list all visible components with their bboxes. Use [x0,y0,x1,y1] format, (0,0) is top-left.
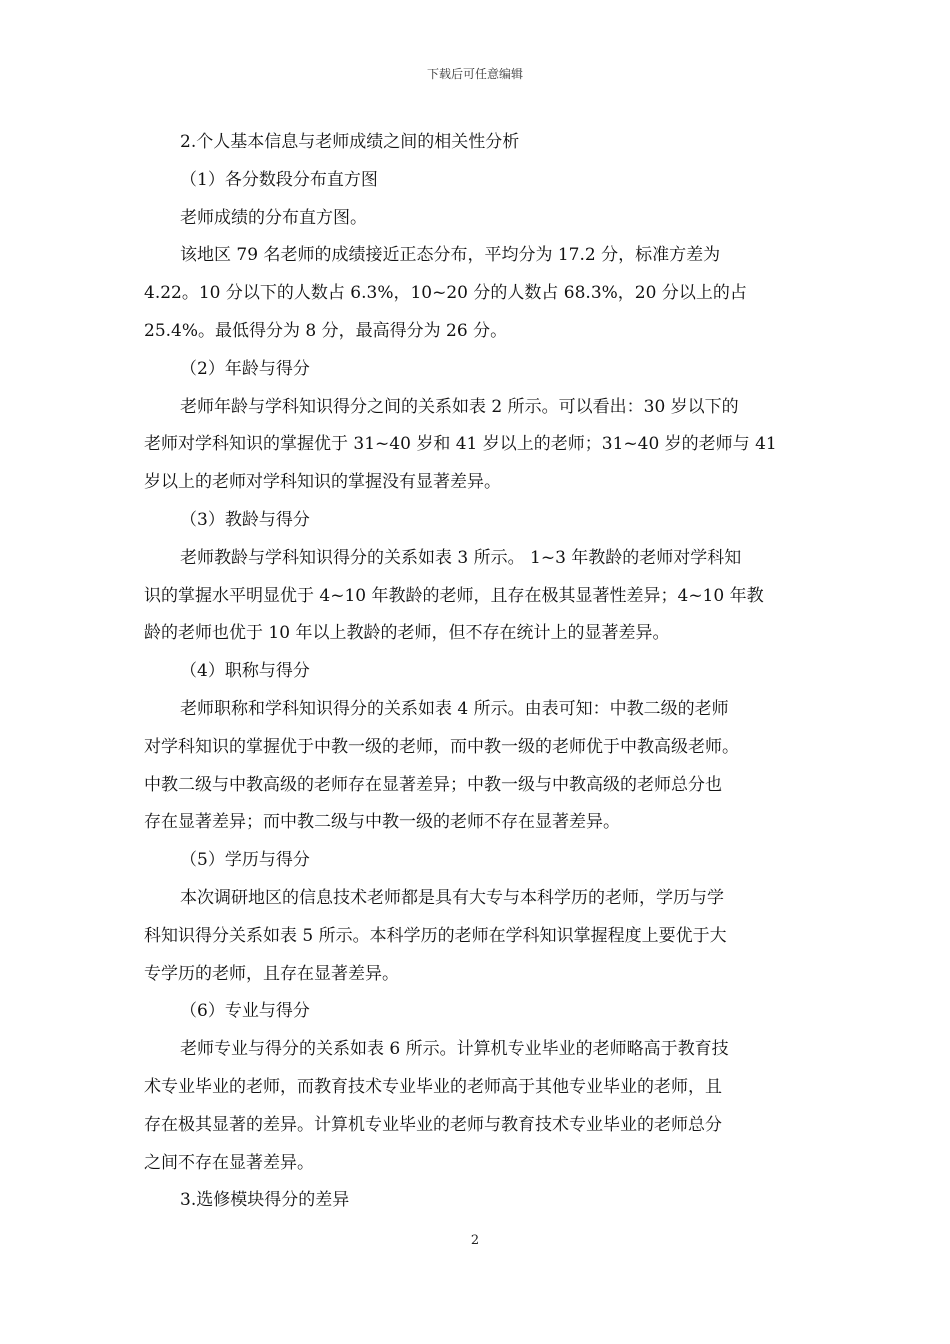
subsection-heading: （4）职称与得分 [180,661,310,682]
paragraph-line: 该地区 79 名老师的成绩接近正态分布，平均分为 17.2 分，标准方差为 [180,245,721,266]
paragraph-line: 老师成绩的分布直方图。 [180,207,367,228]
paragraph-line: 之间不存在显著差异。 [144,1152,314,1173]
paragraph-line: 老师教龄与学科知识得分的关系如表 3 所示。 1~3 年教龄的老师对学科知 [180,547,742,568]
document-body [144,124,808,1220]
paragraph-line: 专学历的老师，且存在显著差异。 [144,963,399,984]
paragraph-line: 龄的老师也优于 10 年以上教龄的老师，但不存在统计上的显著差异。 [144,623,670,644]
paragraph-line: 本次调研地区的信息技术老师都是具有大专与本科学历的老师，学历与学 [180,887,724,908]
paragraph-line: 对学科知识的掌握优于中教一级的老师，而中教一级的老师优于中教高级老师。 [144,736,739,757]
page-header: 下载后可任意编辑 [426,67,523,81]
paragraph-line: 老师专业与得分的关系如表 6 所示。计算机专业毕业的老师略高于教育技 [180,1039,729,1060]
paragraph-line: 老师对学科知识的掌握优于 31~40 岁和 41 岁以上的老师；31~40 岁的老师与 41 [144,434,777,455]
subsection-heading: （2）年龄与得分 [180,358,310,379]
paragraph-line: 科知识得分关系如表 5 所示。本科学历的老师在学科知识掌握程度上要优于大 [144,925,727,946]
section-heading: 2.个人基本信息与老师成绩之间的相关性分析 [180,132,520,152]
subsection-heading: （3）教龄与得分 [180,509,310,530]
subsection-heading: （5）学历与得分 [180,850,310,871]
subsection-heading: （1）各分数段分布直方图 [180,169,378,190]
paragraph-line: 存在显著差异；而中教二级与中教一级的老师不存在显著差异。 [144,812,620,833]
paragraph-line: 识的掌握水平明显优于 4~10 年教龄的老师，且存在极其显著性差异；4~10 年教 [144,585,764,606]
paragraph-line: 存在极其显著的差异。计算机专业毕业的老师与教育技术专业毕业的老师总分 [144,1114,722,1135]
paragraph-line: 岁以上的老师对学科知识的掌握没有显著差异。 [144,472,501,493]
paragraph-line: 老师职称和学科知识得分的关系如表 4 所示。由表可知：中教二级的老师 [180,698,729,719]
section-heading: 3.选修模块得分的差异 [180,1190,350,1211]
subsection-heading: （6）专业与得分 [180,1001,310,1022]
paragraph-line: 25.4%。最低得分为 8 分，最高得分为 26 分。 [144,320,508,341]
paragraph-line: 中教二级与中教高级的老师存在显著差异；中教一级与中教高级的老师总分也 [144,774,722,795]
paragraph-line: 术专业毕业的老师，而教育技术专业毕业的老师高于其他专业毕业的老师，且 [144,1076,722,1097]
paragraph-line: 4.22。10 分以下的人数占 6.3%，10~20 分的人数占 68.3%，20 分以上的占 [144,283,747,304]
paragraph-line: 老师年龄与学科知识得分之间的关系如表 2 所示。可以看出：30 岁以下的 [180,396,739,417]
page-number: 2 [470,1233,480,1248]
